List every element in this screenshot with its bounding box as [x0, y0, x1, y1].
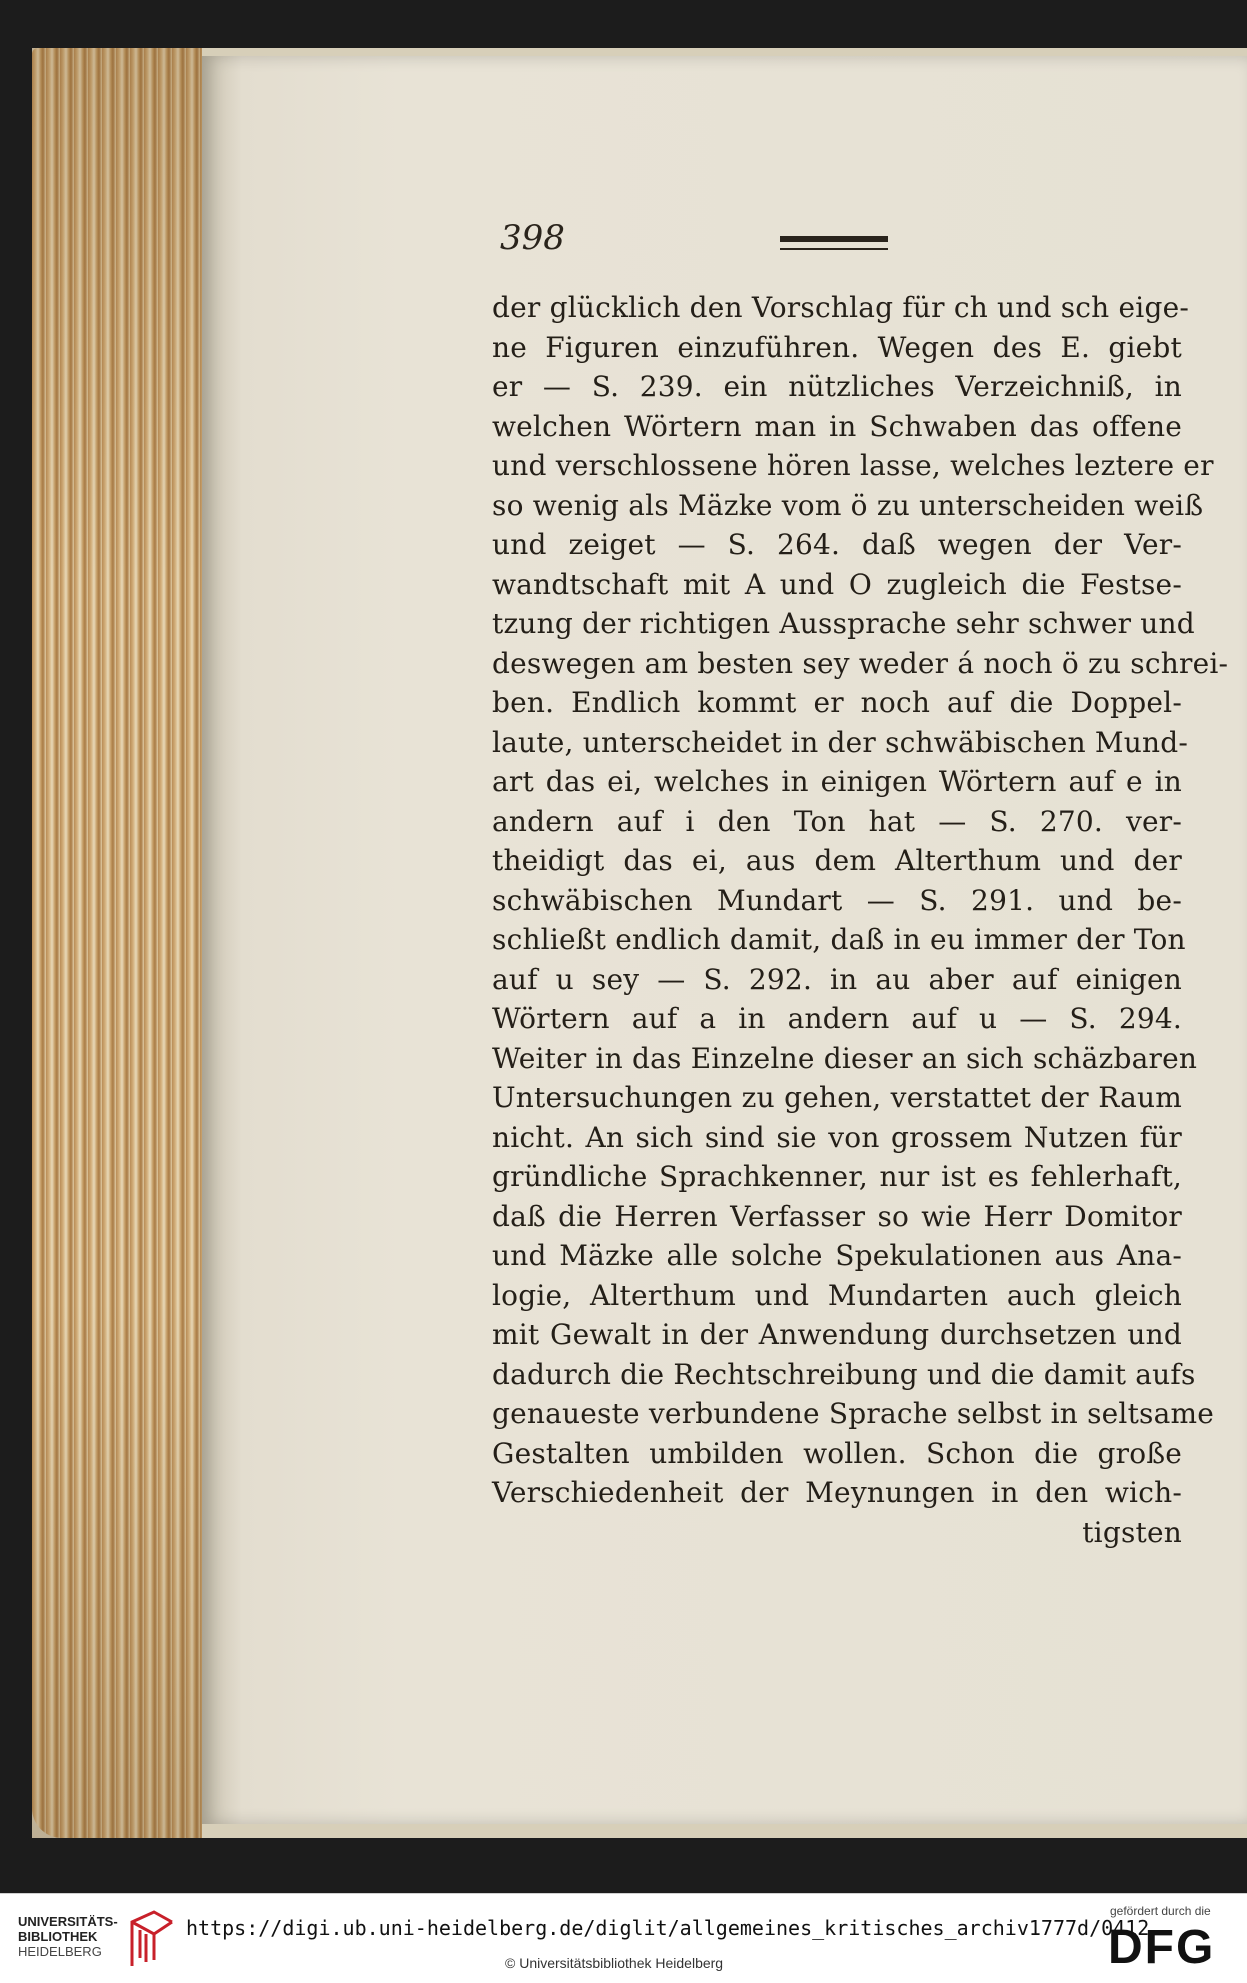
- text-line: tzung der richtigen Aussprache sehr schwer und: [492, 607, 1195, 640]
- copyright-notice: © Universitätsbibliothek Heidelberg: [505, 1955, 724, 1971]
- permalink-url[interactable]: https://digi.ub.uni-heidelberg.de/diglit/allgemeines_kritisches_archiv1777d/0412: [186, 1916, 1150, 1940]
- text-line: Wörtern auf a in andern auf u — S. 294.: [492, 1002, 1182, 1035]
- text-line: und zeiget — S. 264. daß wegen der Ver-: [492, 528, 1182, 561]
- page-header: [500, 218, 1180, 268]
- text-line: theidigt das ei, aus dem Alterthum und der: [492, 844, 1182, 877]
- text-line: tigsten: [1082, 1515, 1182, 1549]
- text-line: art das ei, welches in einigen Wörtern auf e in: [492, 765, 1182, 798]
- text-line: andern auf i den Ton hat — S. 270. ver-: [492, 804, 1182, 838]
- text-line: daß die Herren Verfasser so wie Herr Domitor: [492, 1199, 1182, 1233]
- dfg-logo[interactable]: DFG: [1108, 1921, 1216, 1974]
- text-line: der glücklich den Vorschlag für ch und sch eige-: [492, 291, 1189, 324]
- page-edge: [32, 48, 202, 1838]
- text-line: Weiter in das Einzelne dieser an sich schäzbaren: [492, 1041, 1198, 1075]
- library-name-line: UNIVERSITÄTS-: [18, 1914, 118, 1929]
- text-line: dadurch die Rechtschreibung und die damit aufs: [492, 1357, 1196, 1391]
- text-line: auf u sey — S. 292. in au aber auf einigen: [492, 962, 1182, 996]
- text-line: welchen Wörtern man in Schwaben das offene: [492, 409, 1182, 443]
- text-line: ne Figuren einzuführen. Wegen des E. giebt: [492, 330, 1182, 364]
- library-name[interactable]: [18, 1914, 118, 1959]
- text-line: und verschlossene hören lasse, welches leztere er: [492, 449, 1214, 482]
- funder-label: gefördert durch die: [1110, 1904, 1211, 1918]
- text-line: so wenig als Mäzke vom ö zu unterscheiden weiß: [492, 488, 1204, 522]
- header-rule: [780, 236, 888, 250]
- text-line: wandtschaft mit A und O zugleich die Festse-: [492, 567, 1182, 601]
- viewer-footer: [0, 1893, 1247, 1983]
- text-line: mit Gewalt in der Anwendung durchsetzen und: [492, 1318, 1182, 1351]
- library-logo-icon[interactable]: [124, 1908, 180, 1968]
- library-name-line: HEIDELBERG: [18, 1944, 102, 1959]
- text-line: schwäbischen Mundart — S. 291. und be-: [492, 883, 1182, 917]
- text-line: gründliche Sprachkenner, nur ist es fehlerhaft,: [492, 1160, 1182, 1193]
- text-line: Gestalten umbilden wollen. Schon die große: [492, 1436, 1182, 1470]
- text-line: logie, Alterthum und Mundarten auch gleich: [492, 1278, 1182, 1312]
- text-line: Verschiedenheit der Meynungen in den wich-: [492, 1476, 1182, 1509]
- text-line: schließt endlich damit, daß in eu immer der Ton: [492, 923, 1186, 956]
- page-number: 398: [500, 218, 565, 258]
- text-line: und Mäzke alle solche Spekulationen aus Ana-: [492, 1239, 1182, 1272]
- text-line: laute, unterscheidet in der schwäbischen Mund-: [492, 725, 1189, 759]
- library-name-line: BIBLIOTHEK: [18, 1929, 98, 1944]
- text-line: er — S. 239. ein nützliches Verzeichniß, in: [492, 370, 1182, 403]
- text-line: nicht. An sich sind sie von grossem Nutzen für: [492, 1120, 1182, 1154]
- page-text: [492, 288, 1229, 1552]
- text-line: deswegen am besten sey weder á noch ö zu schrei-: [492, 646, 1229, 680]
- text-line: ben. Endlich kommt er noch auf die Doppel-: [492, 686, 1182, 719]
- text-line: Untersuchungen zu gehen, verstattet der Raum: [492, 1081, 1182, 1114]
- text-line: genaueste verbundene Sprache selbst in seltsame: [492, 1397, 1215, 1430]
